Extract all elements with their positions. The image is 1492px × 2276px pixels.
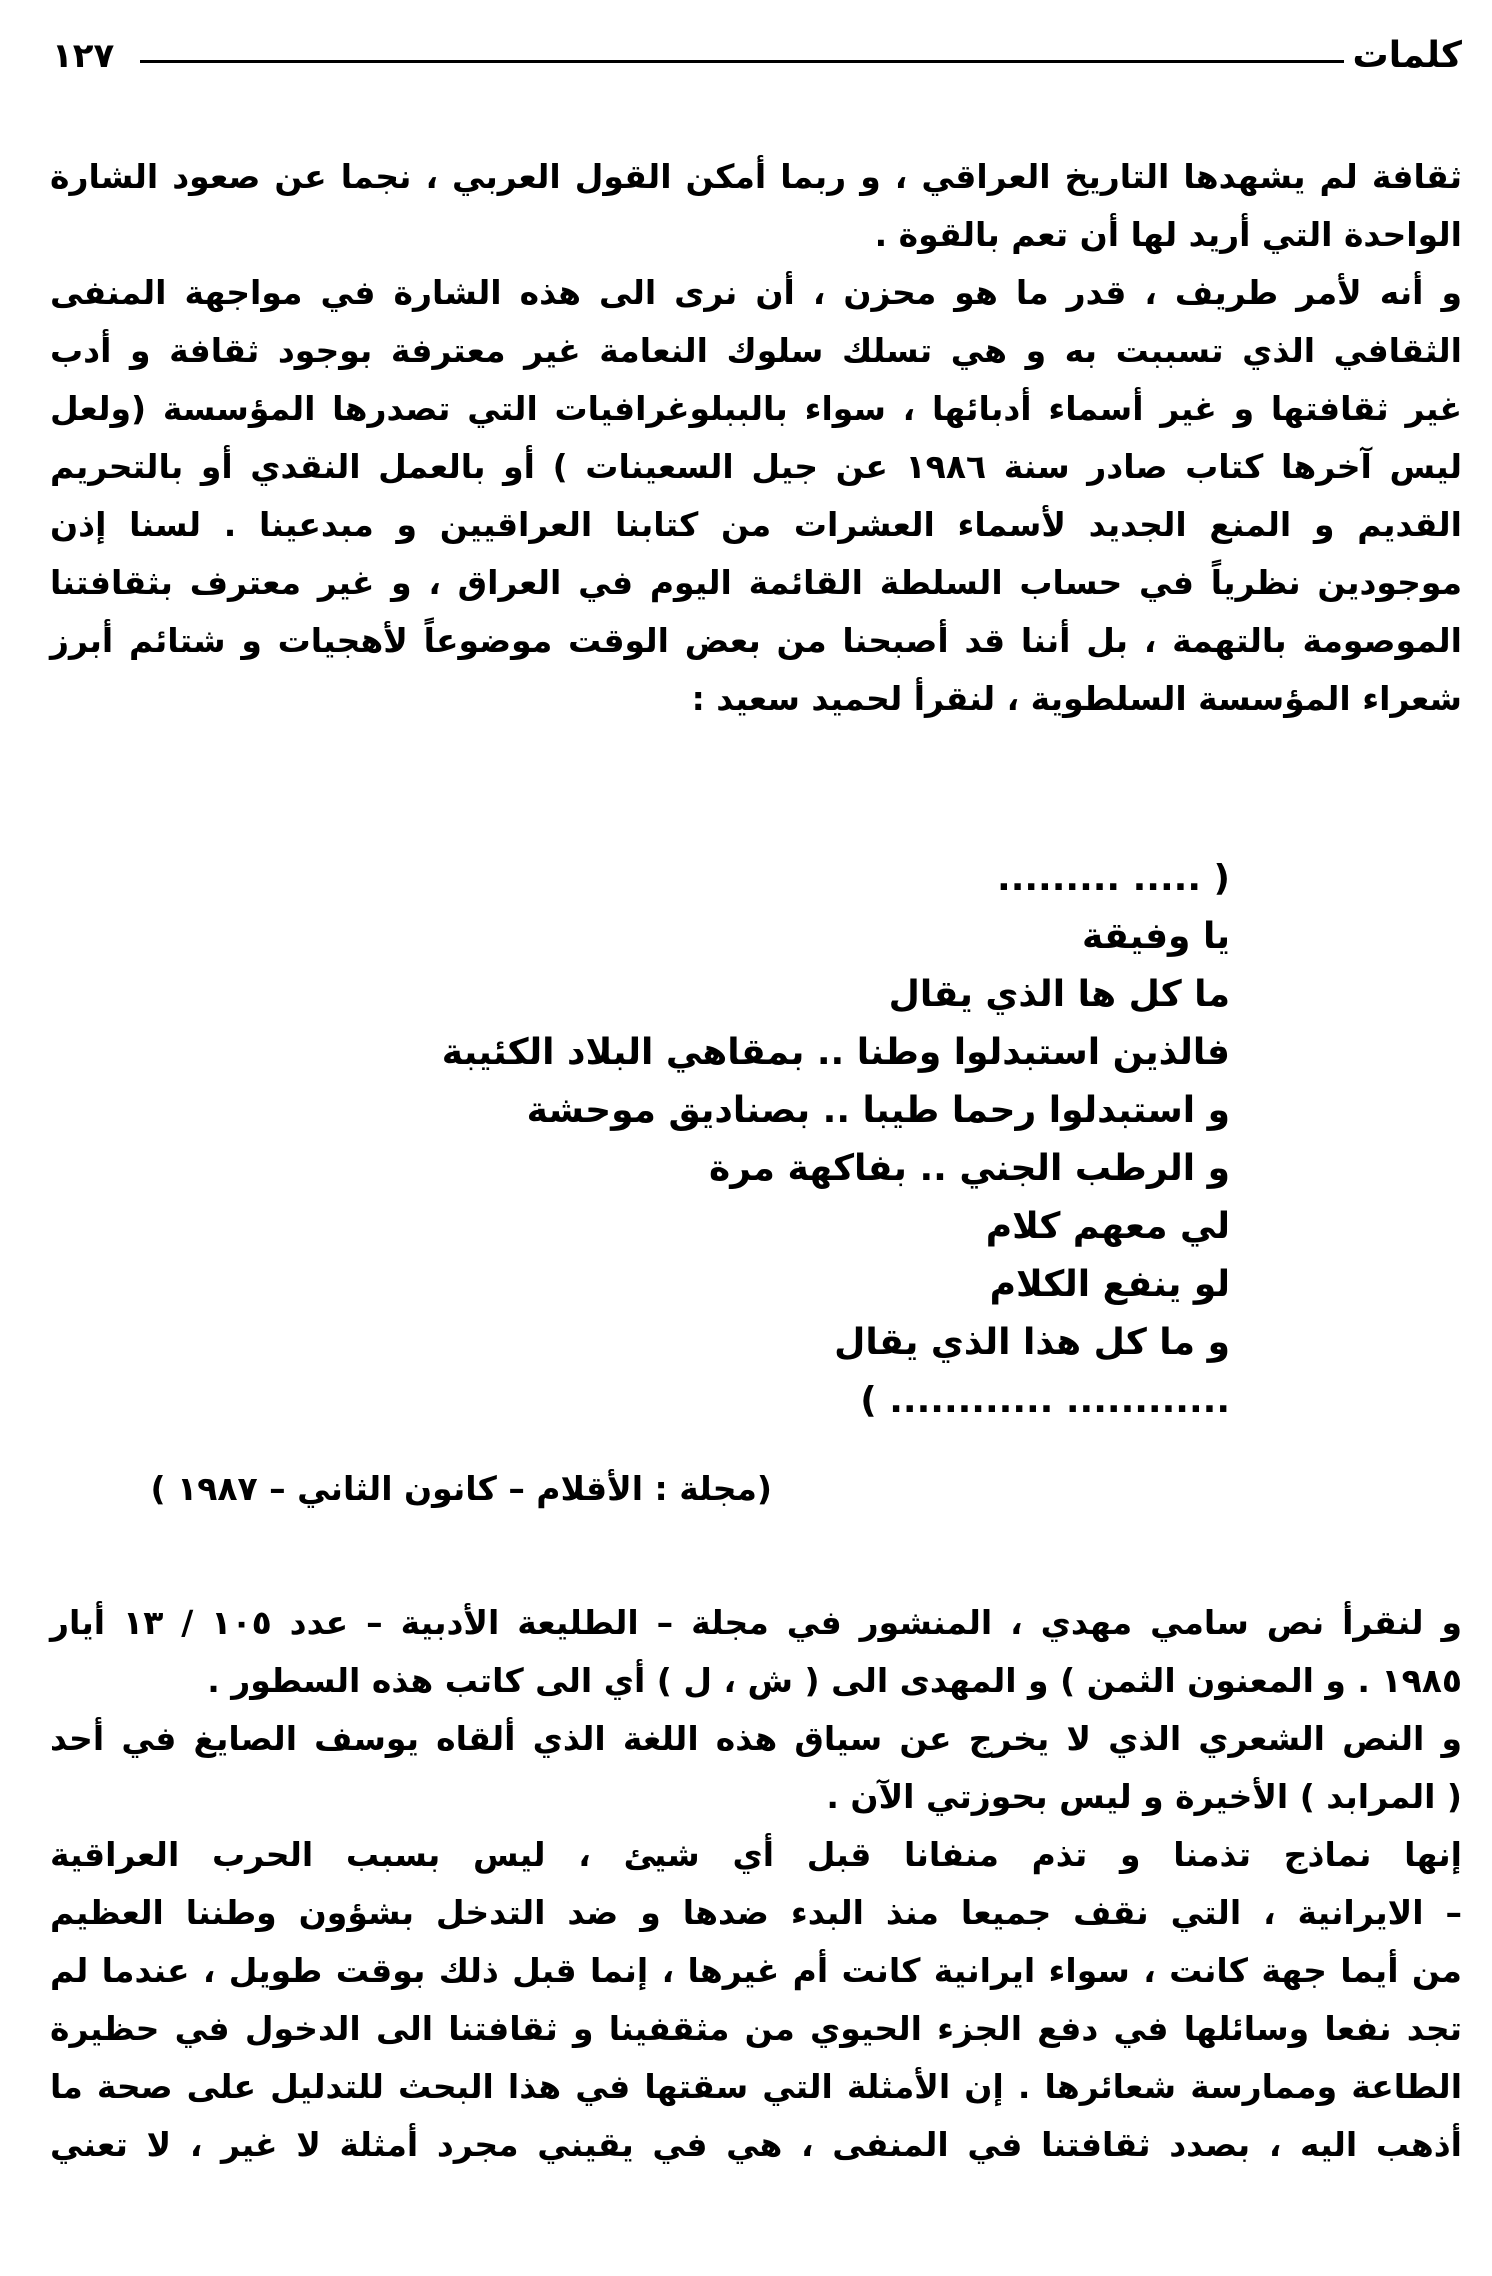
text-line: ١٩٨٥ . و المعنون الثمن ) و المهدى الى ( ش ، ل ) أي الى كاتب هذه السطور .	[207, 1661, 1462, 1700]
text-line: الواحدة التي أريد لها أن تعم بالقوة .	[874, 215, 1462, 254]
text-line: تجد نفعا وسائلها في دفع الجزء الحيوي من مثقفينا و ثقافتنا الى الدخول في حظيرة	[50, 2009, 1462, 2048]
paragraph-1	[50, 148, 1462, 728]
poem-line: و الرطب الجني .. بفاكهة مرة	[709, 1148, 1230, 1189]
poem-block	[441, 850, 1230, 1430]
text-line: ثقافة لم يشهدها التاريخ العراقي ، و ربما أمكن القول العربي ، نجما عن صعود الشارة	[50, 157, 1462, 196]
text-line: القديم و المنع الجديد لأسماء العشرات من كتابنا العراقيين و مبدعينا . لسنا إذن	[50, 505, 1462, 544]
text-line: إنها نماذج تذمنا و تذم منفانا قبل أي شيئ ، ليس بسبب الحرب العراقية	[50, 1835, 1462, 1874]
text-line: شعراء المؤسسة السلطوية ، لنقرأ لحميد سعيد :	[691, 679, 1462, 718]
poem-line: لي معهم كلام	[985, 1206, 1230, 1247]
text-line: أذهب اليه ، بصدد ثقافتنا في المنفى ، هي في يقيني مجرد أمثلة لا غير ، لا تعني	[50, 2125, 1462, 2164]
poem-line: ( ..... .........	[997, 858, 1230, 899]
text-line: موجودين نظرياً في حساب السلطة القائمة اليوم في العراق ، و غير معترف بثقافتنا	[50, 563, 1462, 602]
poem-line: ............ ............ )	[860, 1380, 1230, 1421]
poem-line: ما كل ها الذي يقال	[888, 974, 1230, 1015]
poem-line: فالذين استبدلوا وطنا .. بمقاهي البلاد الكئيبة	[441, 1032, 1230, 1073]
poem-line: لو ينفع الكلام	[989, 1264, 1230, 1305]
page-number: ١٢٧	[52, 36, 115, 76]
text-line: الطاعة وممارسة شعائرها . إن الأمثلة التي سقتها في هذا البحث للتدليل على صحة ما	[50, 2067, 1462, 2106]
page-header	[52, 28, 1462, 84]
poem-line: و استبدلوا رحما طيبا .. بصناديق موحشة	[526, 1090, 1230, 1131]
poem-line: يا وفيقة	[1082, 916, 1230, 957]
text-line: الثقافي الذي تسببت به و هي تسلك سلوك النعامة غير معترفة بوجود ثقافة و أدب	[50, 331, 1462, 370]
text-line: و لنقرأ نص سامي مهدي ، المنشور في مجلة – الطليعة الأدبية – عدد ١٠٥ / ١٣ أيار	[50, 1603, 1462, 1642]
text-line: ليس آخرها كتاب صادر سنة ١٩٨٦ عن جيل السعينات ) أو بالعمل النقدي أو بالتحريم	[50, 447, 1462, 486]
text-line: غير ثقافتها و غير أسماء أدبائها ، سواء بالببلوغرافيات التي تصدرها المؤسسة (ولعل	[50, 389, 1462, 428]
running-title: كلمات	[1352, 35, 1462, 76]
paragraph-2	[50, 1594, 1462, 2174]
text-line: و النص الشعري الذي لا يخرج عن سياق هذه اللغة الذي ألقاه يوسف الصايغ في أحد	[50, 1719, 1462, 1758]
text-line: من أيما جهة كانت ، سواء ايرانية كانت أم غيرها ، إنما قبل ذلك بوقت طويل ، عندما لم	[50, 1951, 1462, 1990]
text-line: – الايرانية ، التي نقف جميعا منذ البدء ضدها و ضد التدخل بشؤون وطننا العظيم	[50, 1893, 1462, 1932]
text-line: الموصومة بالتهمة ، بل أننا قد أصبحنا من بعض الوقت موضوعاً لأهجيات و شتائم أبرز	[50, 621, 1462, 660]
header-rule	[140, 60, 1344, 63]
poem-line: و ما كل هذا الذي يقال	[834, 1322, 1230, 1363]
text-line: و أنه لأمر طريف ، قدر ما هو محزن ، أن نرى الى هذه الشارة في مواجهة المنفى	[50, 273, 1462, 312]
poem-citation: (مجلة : الأقلام – كانون الثاني – ١٩٨٧ )	[150, 1469, 772, 1508]
text-line: ( المرابد ) الأخيرة و ليس بحوزتي الآن .	[826, 1777, 1462, 1816]
